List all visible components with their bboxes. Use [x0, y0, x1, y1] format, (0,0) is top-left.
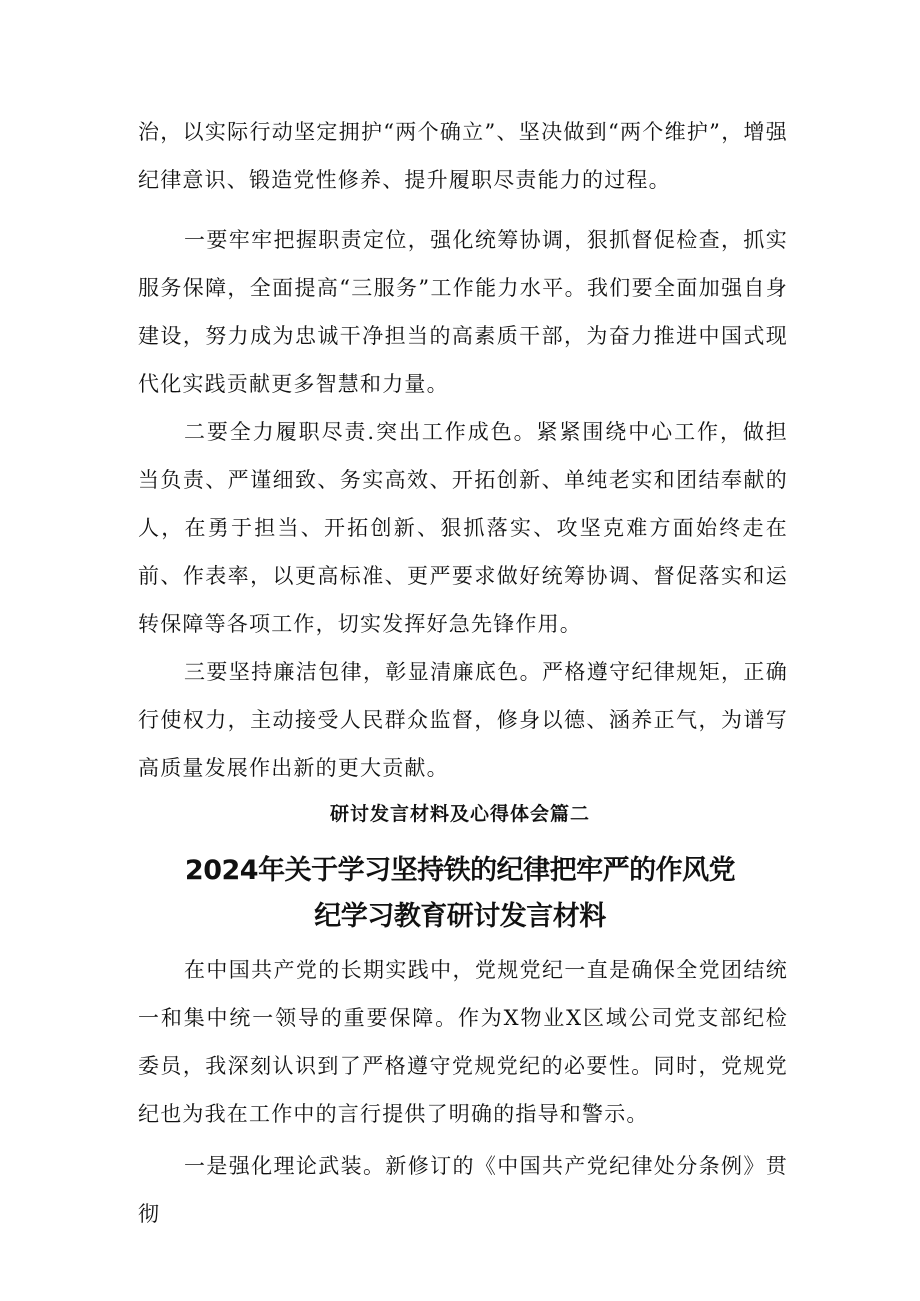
paragraph-point-one: 一要牢牢把握职责定位，强化统筹协调，狠抓督促检查，抓实服务保障，全面提高“三服务”工作能力水平。我们要全面加强自身建设，努力成为忠诚干净担当的高素质干部，为奋力推进中国式现代化实践贡献更多智慧和力量。	[138, 228, 788, 396]
paragraph-point-theory: 一是强化理论武装。新修订的《中国共产党纪律处分条例》贯彻	[138, 1154, 788, 1226]
document-title	[0, 848, 920, 940]
paragraph-intro: 在中国共产党的长期实践中，党规党纪一直是确保全党团结统一和集中统一领导的重要保障。作为X物业X区域公司党支部纪检委员，我深刻认识到了严格遵守党规党纪的必要性。同时，党规党纪也为我在工作中的言行提供了明确的指导和警示。	[138, 958, 788, 1126]
paragraph-point-three: 三要坚持廉洁包律，彰显清廉底色。严格遵守纪律规矩，正确行使权力，主动接受人民群众监督，修身以德、涵养正气，为谱写高质量发展作出新的更大贡献。	[138, 660, 788, 780]
paragraph-continuation: 治，以实际行动坚定拥护“两个确立”、坚决做到“两个维护”，增强纪律意识、锻造党性修养、提升履职尽责能力的过程。	[138, 120, 788, 192]
document-title-line-1: 2024年关于学习坚持铁的纪律把牢严的作风党	[184, 855, 736, 886]
document-title-line-2: 纪学习教育研讨发言材料	[314, 901, 606, 932]
section-heading: 研讨发言材料及心得体会篇二	[329, 803, 590, 825]
paragraph-point-two: 二要全力履职尽责.突出工作成色。紧紧围绕中心工作，做担当负责、严谨细致、务实高效、开拓创新、单纯老实和团结奉献的人，在勇于担当、开拓创新、狠抓落实、攻坚克难方面始终走在前、作表率，以更高标准、更严要求做好统筹协调、督促落实和运转保障等各项工作，切实发挥好急先锋作用。	[138, 420, 788, 636]
